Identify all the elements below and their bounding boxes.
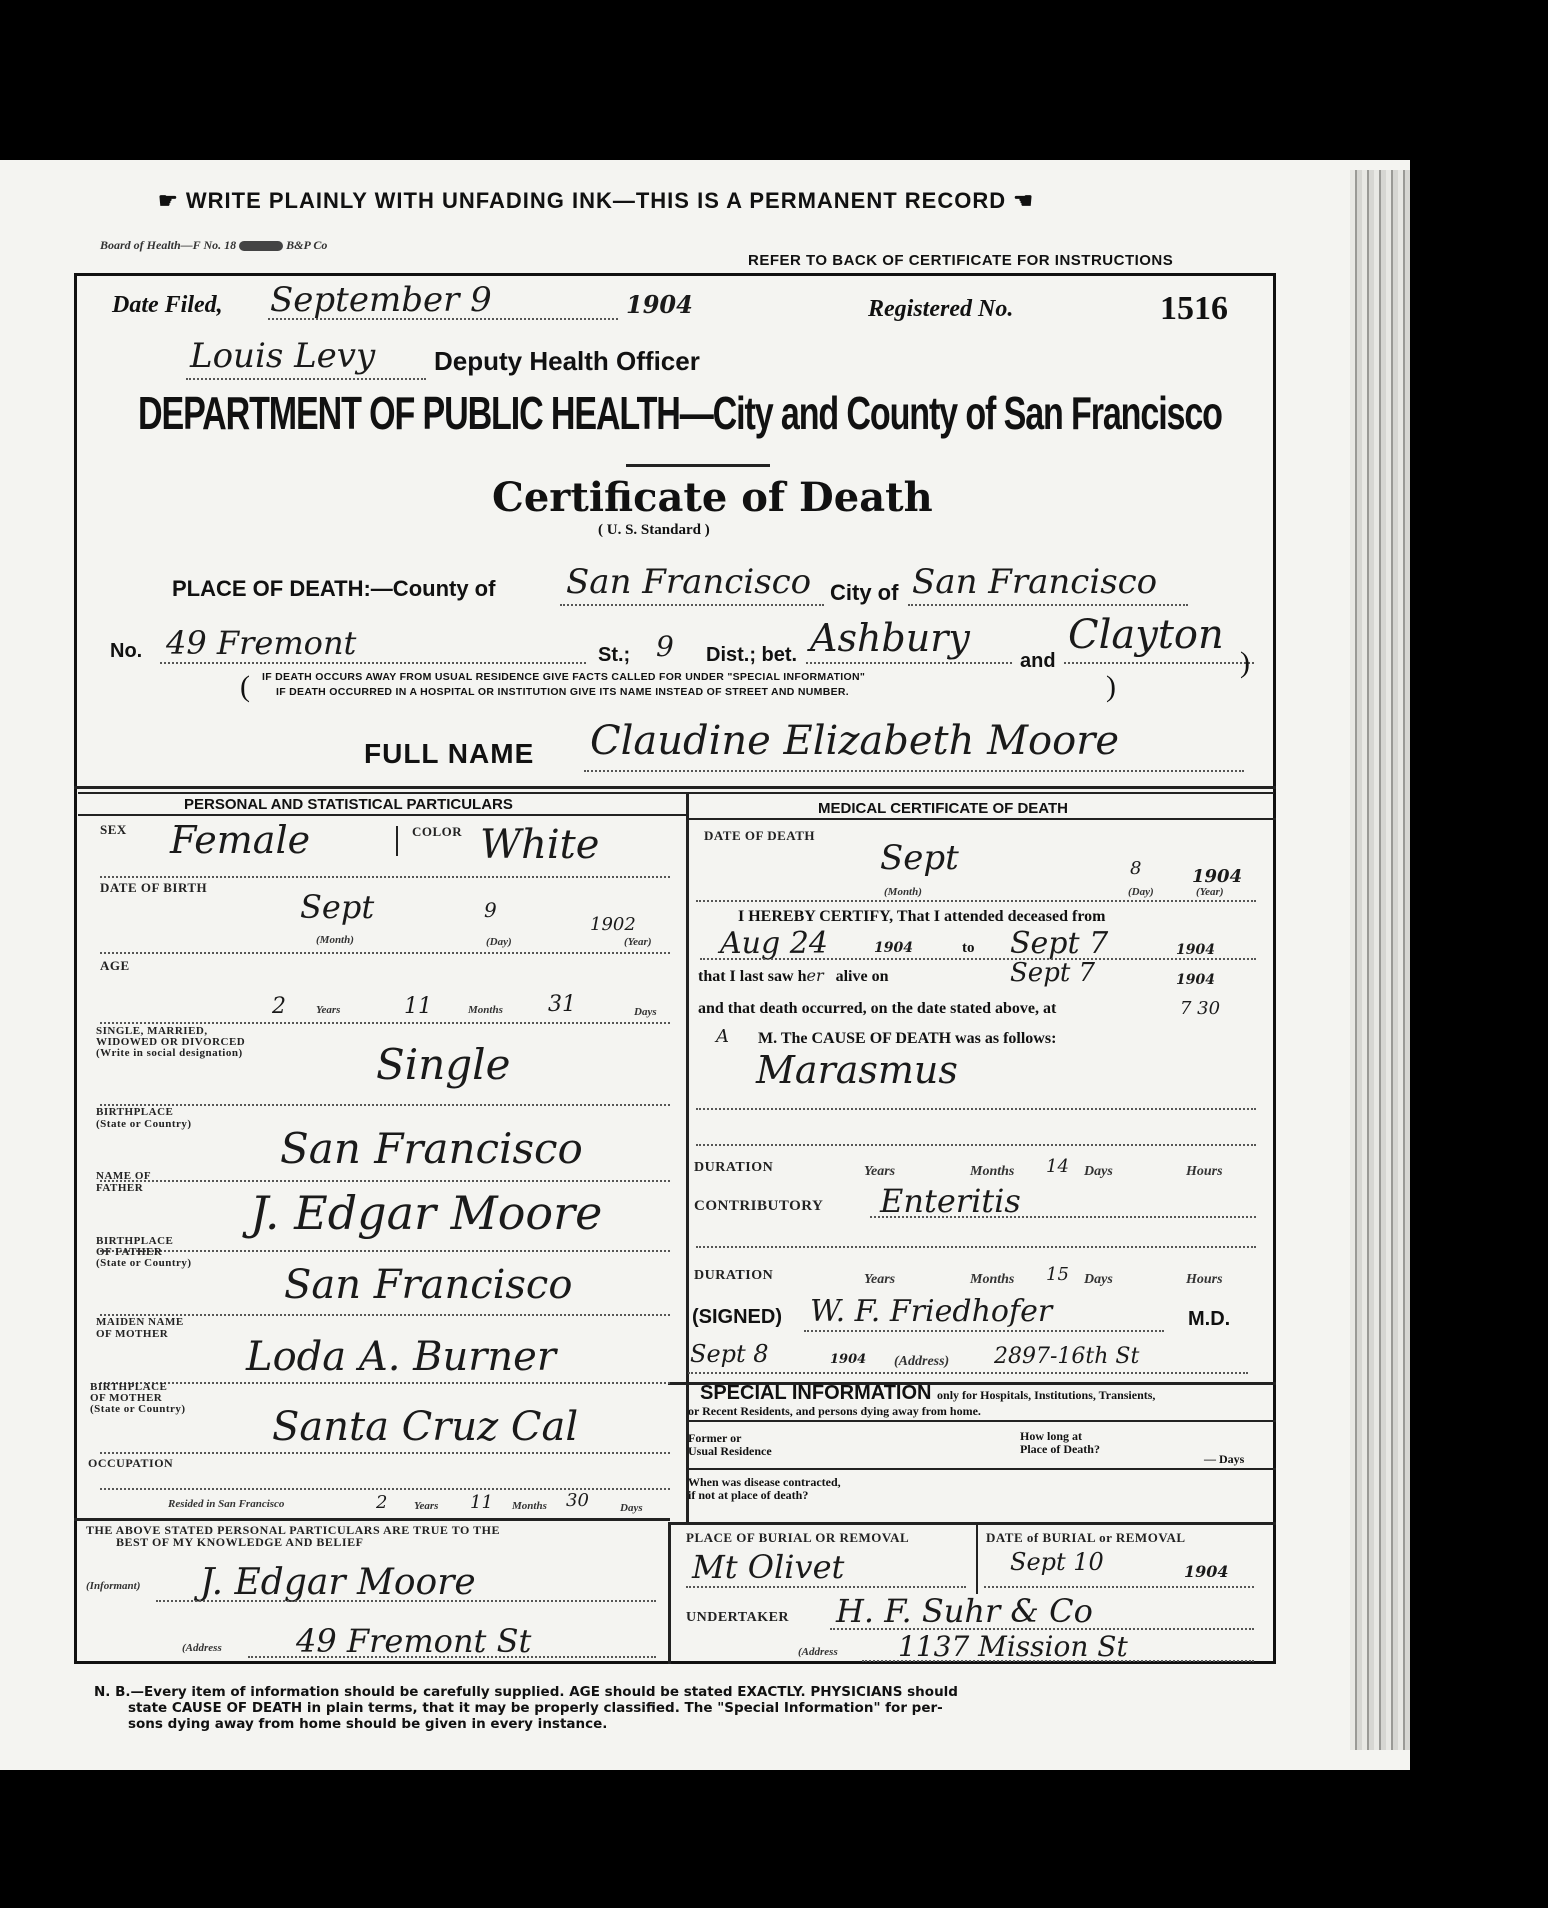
resided-days: 30 <box>566 1490 589 1511</box>
special-note: or Recent Residents, and persons dying away from home. <box>688 1404 981 1418</box>
contributory-value: Enteritis <box>880 1182 1021 1220</box>
st-label: St.; <box>598 644 631 666</box>
registered-number: 1516 <box>1160 290 1228 327</box>
days-suffix: — Days <box>1204 1452 1245 1466</box>
dob-year: 1902 <box>590 914 636 935</box>
street-no-value: 49 Fremont <box>166 624 357 662</box>
former-residence-label: Former or Usual Residence <box>688 1431 772 1458</box>
how-long-label: How long at Place of Death? <box>1020 1429 1100 1456</box>
occupation-label: OCCUPATION <box>88 1456 174 1470</box>
md-label: M.D. <box>1188 1308 1231 1330</box>
informant-label: (Informant) <box>86 1580 141 1592</box>
duration-2-days: 15 <box>1046 1264 1069 1285</box>
duration-1-days: 14 <box>1046 1156 1069 1177</box>
date-filed-label: Date Filed, <box>112 292 223 318</box>
between-street-2: Clayton <box>1068 612 1224 658</box>
undertaker-address-value: 1137 Mission St <box>898 1630 1128 1663</box>
death-occurred-text: and that death occurred, on the date stated above, at <box>698 1000 1057 1017</box>
burial-date-label: DATE of BURIAL or REMOVAL <box>986 1530 1186 1545</box>
death-time: 7 30 <box>1180 998 1221 1019</box>
undertaker-address-label: (Address <box>798 1646 838 1658</box>
informant-value: J. Edgar Moore <box>200 1562 476 1603</box>
residence-note-2: IF DEATH OCCURRED IN A HOSPITAL OR INSTITUTION GIVE ITS NAME INSTEAD OF STREET AND NUMBER. <box>276 686 850 698</box>
form-number: Board of Health—F No. 18 B&P Co <box>100 238 328 252</box>
burial-place-label: PLACE OF BURIAL OR REMOVAL <box>686 1530 910 1545</box>
officer-signature: Louis Levy <box>190 336 376 376</box>
banner-text: WRITE PLAINLY WITH UNFADING INK—THIS IS A PERMANENT RECORD <box>185 188 1007 213</box>
last-saw-date: Sept 7 <box>1010 958 1096 988</box>
footnote: N. B.—Every item of information should be carefully supplied. AGE should be stated EXACTLY. PHYSICIANS should state CAUSE OF DEATH in plain terms, that it may be properly classified. The "Special Information" for per- sons dying away from home should be given in every instance. <box>94 1684 958 1732</box>
mother-birthplace-label: BIRTHPLACE OF MOTHER (State or Country) <box>90 1381 186 1415</box>
pointing-hand-left-icon: ☛ <box>158 188 179 213</box>
full-name-value: Claudine Elizabeth Moore <box>590 718 1120 764</box>
undertaker-value: H. F. Suhr & Co <box>836 1592 1093 1630</box>
birthplace-label: BIRTHPLACE (State or Country) <box>96 1106 192 1130</box>
date-filed-year: 1904 <box>626 290 693 319</box>
age-days: 31 <box>548 992 576 1017</box>
dist-label: Dist.; bet. <box>706 644 798 666</box>
full-name-label: FULL NAME <box>364 738 535 769</box>
color-label: COLOR <box>412 824 463 839</box>
physician-address: 2897-16th St <box>994 1344 1140 1369</box>
resided-label: Resided in San Francisco <box>168 1498 285 1510</box>
duration-label-2: DURATION <box>694 1268 774 1283</box>
resided-months: 11 <box>470 1492 493 1513</box>
father-label: NAME OF FATHER <box>96 1170 152 1194</box>
dod-month: Sept <box>880 838 959 878</box>
age-years: 2 <box>272 994 286 1019</box>
meridiem: A <box>716 1026 729 1047</box>
dod-label: DATE OF DEATH <box>704 828 815 843</box>
certify-text: I HEREBY CERTIFY, That I attended deceased from <box>738 908 1106 925</box>
informant-address-value: 49 Fremont St <box>296 1622 532 1660</box>
last-saw-text: that I last saw her alive on <box>698 966 889 985</box>
cause-text: M. The CAUSE OF DEATH was as follows: <box>758 1030 1057 1047</box>
between-street-1: Ashbury <box>810 616 970 660</box>
birthplace-value: San Francisco <box>280 1124 583 1173</box>
refer-note: REFER TO BACK OF CERTIFICATE FOR INSTRUCTIONS <box>748 252 1174 269</box>
place-of-death-label: PLACE OF DEATH:—County of <box>172 576 496 601</box>
ledger-page-edges <box>1350 170 1410 1750</box>
certificate-title: Certificate of Death <box>492 474 933 521</box>
department-heading: DEPARTMENT OF PUBLIC HEALTH—City and County of San Francisco <box>138 387 1222 439</box>
dod-year: 1904 <box>1192 866 1243 887</box>
signed-date: Sept 8 <box>690 1340 769 1368</box>
and-label: and <box>1020 650 1056 672</box>
dob-day: 9 <box>484 898 497 922</box>
registered-label: Registered No. <box>868 296 1014 322</box>
dod-day: 8 <box>1130 858 1142 879</box>
street-no-label: No. <box>110 640 143 662</box>
pointing-hand-right-icon: ☚ <box>1013 188 1034 213</box>
ward-value: 9 <box>656 630 674 663</box>
signed-label: (SIGNED) <box>692 1306 782 1328</box>
contributory-label: CONTRIBUTORY <box>694 1198 824 1214</box>
personal-heading: PERSONAL AND STATISTICAL PARTICULARS <box>184 796 513 813</box>
sex-value: Female <box>170 818 311 862</box>
attended-from: Aug 24 <box>720 926 828 961</box>
informant-address-label: (Address <box>182 1642 222 1654</box>
cause-value: Marasmus <box>756 1048 958 1092</box>
union-label-icon <box>239 241 283 251</box>
mother-value: Loda A. Burner <box>246 1334 556 1380</box>
officer-title: Deputy Health Officer <box>434 346 700 376</box>
undertaker-label: UNDERTAKER <box>686 1610 790 1625</box>
burial-place-value: Mt Olivet <box>692 1548 845 1586</box>
burial-date-value: Sept 10 <box>1010 1548 1104 1576</box>
dob-label: DATE OF BIRTH <box>100 880 208 895</box>
special-heading: SPECIAL INFORMATION only for Hospitals, Institutions, Transients, <box>700 1382 1156 1404</box>
resided-years: 2 <box>376 1492 388 1513</box>
marital-label: SINGLE, MARRIED, WIDOWED OR DIVORCED (Write in social designation) <box>96 1025 246 1059</box>
attended-to: Sept 7 <box>1010 926 1109 961</box>
city-label: City of <box>830 580 899 605</box>
date-filed-value: September 9 <box>270 280 492 320</box>
duration-label-1: DURATION <box>694 1160 774 1175</box>
father-birthplace-label: BIRTHPLACE OF FATHER (State or Country) <box>96 1235 192 1269</box>
physician-signature: W. F. Friedhofer <box>810 1294 1053 1329</box>
dob-month: Sept <box>300 888 375 926</box>
mother-birthplace-value: Santa Cruz Cal <box>272 1404 579 1450</box>
contracted-label: When was disease contracted, if not at place of death? <box>688 1475 841 1502</box>
mother-label: MAIDEN NAME OF MOTHER <box>96 1316 184 1340</box>
certificate-subtitle: ( U. S. Standard ) <box>598 522 710 538</box>
banner-row <box>158 188 1034 214</box>
residence-note-1: IF DEATH OCCURS AWAY FROM USUAL RESIDENCE GIVE FACTS CALLED FOR UNDER "SPECIAL INFORMATION" <box>262 671 866 683</box>
county-value: San Francisco <box>566 562 812 602</box>
sex-label: SEX <box>100 822 127 837</box>
father-birthplace-value: San Francisco <box>284 1262 573 1308</box>
medical-heading: MEDICAL CERTIFICATE OF DEATH <box>818 800 1068 817</box>
age-months: 11 <box>404 994 432 1019</box>
age-label: AGE <box>100 958 130 973</box>
color-value: White <box>480 822 600 868</box>
father-value: J. Edgar Moore <box>250 1186 603 1240</box>
marital-value: Single <box>376 1040 511 1089</box>
city-value: San Francisco <box>912 562 1158 602</box>
informant-statement: THE ABOVE STATED PERSONAL PARTICULARS ARE TRUE TO THE BEST OF MY KNOWLEDGE AND BELIEF <box>86 1523 500 1549</box>
